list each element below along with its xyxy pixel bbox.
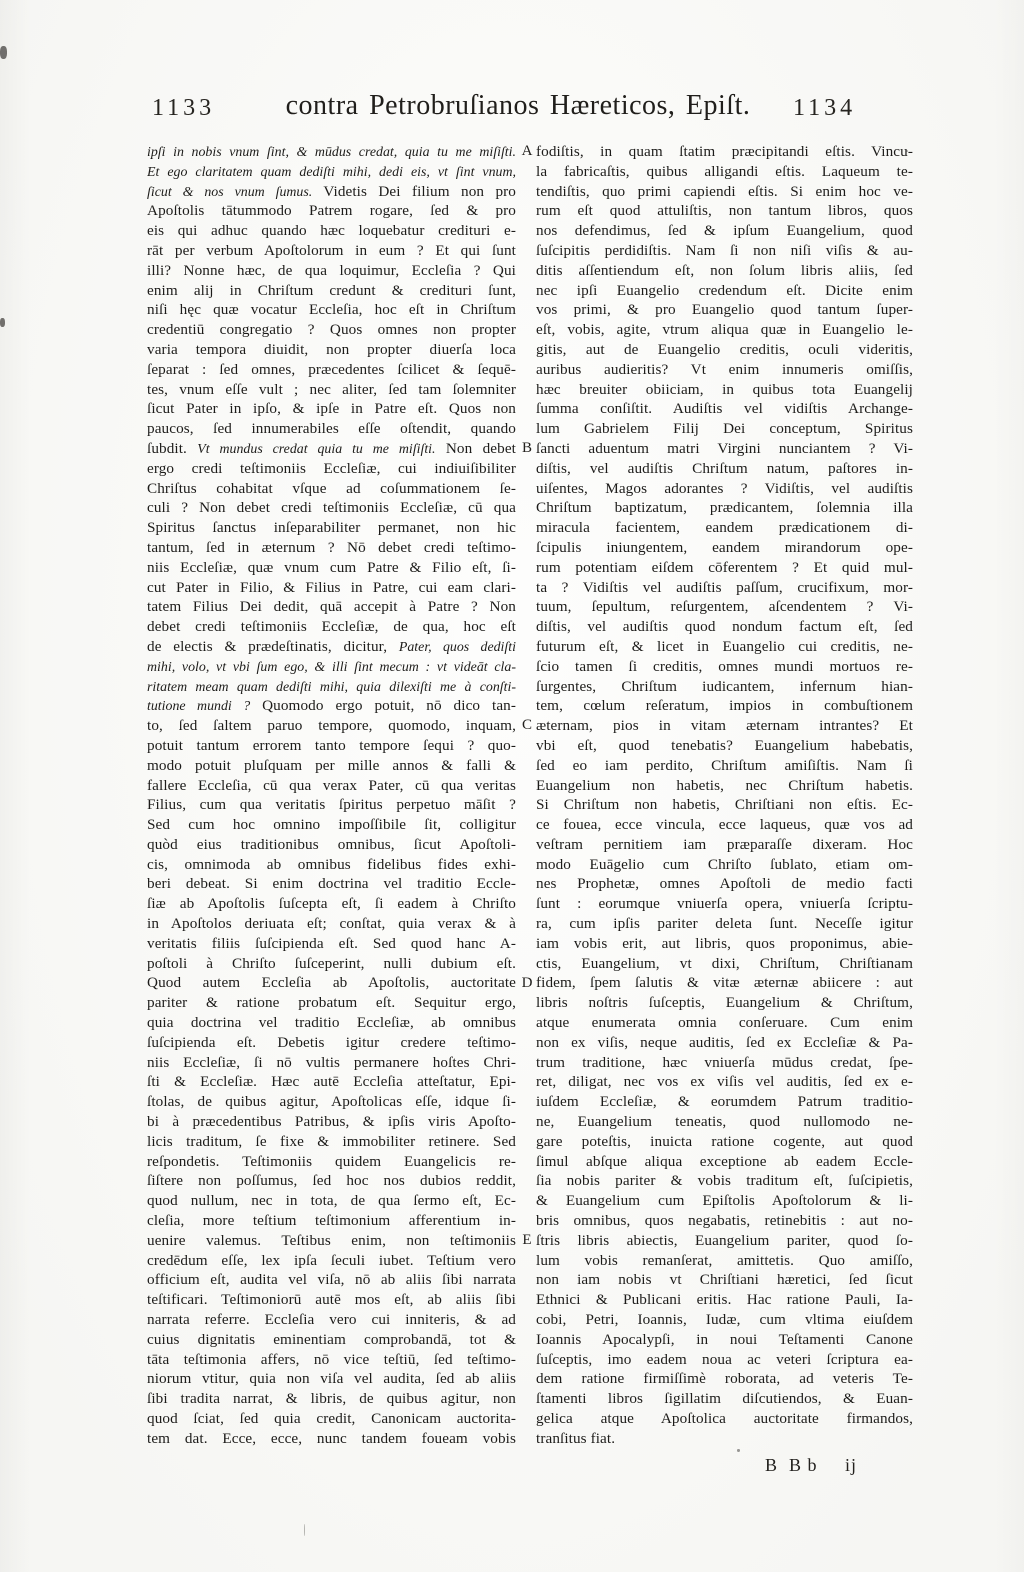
roman-text: de electis & prædeſtinatis, dicitur,	[147, 637, 399, 655]
text-line	[536, 1389, 913, 1409]
roman-text: Quod autem Eccleſia ab Apoſtolis, auctoritate	[147, 974, 516, 992]
roman-text: niis Eccleſiæ, ſi nō vultis permanere hoſtes Chri-	[147, 1053, 516, 1071]
text-line	[147, 1310, 516, 1330]
roman-text: & Euangelium cum Epiſtolis Apoſtolorum & li-	[536, 1192, 913, 1210]
roman-text: miracula facientem, eandem prædicationem di-	[536, 519, 913, 537]
text-line	[536, 993, 913, 1013]
italic-quote: ipſi in nobis vnum ſint, & mūdus credat, quia tu me miſiſti.	[147, 145, 516, 160]
scan-speck	[737, 1449, 740, 1452]
text-line	[536, 399, 913, 419]
roman-text: la fabricaſtis, quibus alligandi eſtis. Laqueum te-	[536, 162, 913, 180]
italic-quote: mihi, volo, vt vbi ſum ego, & illi ſint mecum : vt videāt cla-	[147, 659, 516, 675]
text-line	[536, 558, 913, 578]
text-line	[536, 815, 913, 835]
roman-text: tuum, ſepultum, reſurgentem, aſcendentem ? Vi-	[536, 598, 913, 616]
text-line	[536, 835, 913, 855]
roman-text: ret, diligat, nec vos ex viſis vel auditis, ſed ex e-	[536, 1073, 913, 1091]
italic-quote: Vt mundus credat quia tu me miſiſti.	[197, 441, 436, 457]
roman-text: licis traditum, ſe fixe & immobiliter retinere. Sed	[147, 1132, 516, 1150]
text-line	[147, 1152, 516, 1172]
text-line	[147, 281, 516, 301]
roman-text: eſt, vobis, agite, vtrum aliqua quæ in Euangelio le-	[536, 321, 913, 339]
text-line	[536, 1251, 913, 1271]
roman-text: tes, vnum eſſe vult ; nec aliter, ſed tam ſolemniter	[147, 380, 516, 398]
roman-text: ce fouea, ecce vincula, ecce laqueus, quæ vos ad	[536, 816, 913, 834]
text-line	[536, 1152, 913, 1172]
roman-text: to, ſed ſaltem paruo tempore, quomodo, inquam,	[147, 717, 516, 735]
text-line	[536, 320, 913, 340]
roman-text: diſtis, vel audiſtis quod nondum factum eſt, ſed	[536, 618, 913, 636]
text-line	[147, 1132, 516, 1152]
roman-text: trum traditione, hæc vniuerſa mūdus credat, ſpe-	[536, 1053, 913, 1071]
text-line	[536, 419, 913, 439]
text-line	[536, 201, 913, 221]
roman-text: poſtoli à Chriſto ſuſceperint, nulli dubium eſt.	[147, 954, 516, 972]
roman-text: cobi, Petri, Ioannis, Iudæ, cum vltima eiuſdem	[536, 1311, 913, 1329]
text-line	[536, 261, 913, 281]
text-line	[536, 597, 913, 617]
roman-text: quòd eius traditionibus omnibus, ſicut Apoſtoli-	[147, 835, 516, 853]
text-line	[147, 538, 516, 558]
roman-text: uiſentes, Magos adorantes ? Vidiſtis, vel audiſtis	[536, 479, 913, 497]
text-line	[536, 637, 913, 657]
text-line	[147, 518, 516, 538]
folio-number-left: 1133	[152, 95, 216, 121]
roman-text: potuit tantum errorem tanto tempore ſequi ? quo-	[147, 736, 516, 754]
gutter-letter-E: E	[522, 1232, 532, 1248]
text-line	[536, 1191, 913, 1211]
text-line	[147, 874, 516, 894]
roman-text: Apoſtolis tātummodo Patrem rogare, ſed & pro	[147, 202, 516, 220]
text-line	[147, 597, 516, 617]
text-line	[147, 1112, 516, 1132]
text-line	[147, 1211, 516, 1231]
text-line	[536, 1330, 913, 1350]
text-line	[147, 617, 516, 637]
text-line	[536, 954, 913, 974]
roman-text: Filius, cum qua veritatis ſpiritus perpetuo māſit ?	[147, 796, 516, 814]
column-left	[147, 142, 516, 1449]
roman-text: vos primi, & pro Euangelio quod tantum ſuper-	[536, 301, 913, 319]
text-line	[536, 1350, 913, 1370]
text-line	[147, 835, 516, 855]
roman-text: tatem Filius Dei dedit, quā accepit à Patre ? Non	[147, 598, 516, 616]
roman-text: dem ratione firmiſſimè roborata, ad veteris Te-	[536, 1370, 913, 1388]
roman-text: debet credi teſtimoniis Eccleſiæ, de qua, hoc eſt	[147, 618, 516, 636]
italic-quote: Et ego claritatem quam dediſti mihi, dedi eis, vt ſint vnum,	[147, 164, 516, 180]
text-line	[147, 1013, 516, 1033]
text-line	[536, 1013, 913, 1033]
roman-text: rāt per verbum Apoſtolorum in eum ? Et qui ſunt	[147, 241, 516, 259]
roman-text: credēdum eſſe, lex ipſa ſeculi iubet. Teſtium vero	[147, 1251, 516, 1269]
text-line	[536, 498, 913, 518]
text-line	[536, 221, 913, 241]
text-line	[147, 776, 516, 796]
roman-text: non ex viſis, neque auditis, ſed ex Eccleſiæ & Pa-	[536, 1033, 913, 1051]
text-line	[536, 1290, 913, 1310]
text-line	[536, 1409, 913, 1429]
italic-quote: tutione mundi ?	[147, 699, 251, 715]
roman-text: vbi eſt, quod tenebatis? Euangelium habebatis,	[536, 736, 913, 754]
text-line	[536, 795, 913, 815]
roman-text: hæc breuiter obiiciam, in quibus tota Euangelij	[536, 380, 913, 398]
text-line	[147, 716, 516, 736]
scan-speck	[0, 46, 7, 59]
roman-text: ergo credi teſtimoniis Eccleſiæ, cui indiuiſibiliter	[147, 459, 516, 477]
roman-text: varia tempora diuidit, non propter diuerſa loca	[147, 340, 516, 358]
italic-quote: ſicut & nos vnum ſumus.	[147, 184, 313, 200]
roman-text: ſuſceptis, imo eadem noua ac veteri ſcriptura ea-	[536, 1350, 913, 1368]
roman-text: lum Gabrielem Filij Dei conceptum, Spiritus	[536, 420, 913, 438]
roman-text: eis qui adhuc quando hæc loquebatur credituri e-	[147, 222, 516, 240]
roman-text: ta ? Vidiſtis vel audiſtis paſſum, crucifixum, mor-	[536, 578, 913, 596]
text-line	[147, 439, 516, 459]
text-line	[536, 973, 913, 993]
roman-text: auribus audieritis? Vt enim innumeris omiſſis,	[536, 360, 913, 378]
gutter-letter-A: A	[521, 143, 533, 159]
roman-text: ſuſcipienda eſt. Debetis igitur credere teſtimo-	[147, 1033, 516, 1051]
roman-text: pariter & ratione probatum eſt. Sequitur ergo,	[147, 994, 516, 1012]
roman-text: illi? Nonne hæc, de qua loquimur, Eccleſia ? Qui	[147, 261, 516, 279]
text-line	[147, 1429, 516, 1449]
text-line	[536, 736, 913, 756]
roman-text: ſuſcipitis perdidiſtis. Nam ſi non niſi viſis & au-	[536, 241, 913, 259]
roman-text: ſurgentes, Chriſtum iudicantem, infernum hian-	[536, 677, 913, 695]
text-line	[536, 182, 913, 202]
text-line	[536, 479, 913, 499]
text-line	[536, 855, 913, 875]
roman-text: ſibi tradita narrat, & libris, de quibus agitur, non	[147, 1390, 516, 1408]
roman-text: in Apoſtolos deriuata eſt; conſtat, quia verax & à	[147, 915, 516, 933]
text-line	[147, 498, 516, 518]
text-line	[147, 1053, 516, 1073]
text-line	[147, 855, 516, 875]
text-line	[536, 894, 913, 914]
roman-text: ſtolas, de quibus agitur, Apoſtolicas eſſe, idque ſi-	[147, 1093, 516, 1111]
text-line	[536, 360, 913, 380]
italic-quote: Pater, quos dediſti	[398, 639, 516, 655]
text-line	[536, 1231, 913, 1251]
roman-text: ſumma conſiſtit. Audiſtis vel vidiſtis Archange-	[536, 400, 913, 418]
text-line	[536, 756, 913, 776]
text-line	[536, 1270, 913, 1290]
roman-text: modo Euāgelio cum Chriſto ſublato, etiam om-	[536, 855, 913, 873]
text-line	[536, 380, 913, 400]
roman-text: ſcio tamen ſi creditis, omnes mundi mortuos re-	[536, 657, 913, 675]
text-line	[147, 201, 516, 221]
roman-text: tem, cœlum reſeratum, impios in combuſtionem	[536, 697, 913, 715]
gutter-letter-C: C	[521, 717, 532, 734]
roman-text: tem dat. Ecce, ecce, nunc tandem foueam vobis	[147, 1429, 516, 1447]
roman-text: Si Chriſtum non habetis, Chriſtiani non eſtis. Ec-	[536, 796, 913, 814]
text-line	[536, 300, 913, 320]
text-line	[147, 419, 516, 439]
roman-text: quod ſciat, ſed quia credit, Canonicam auctorita-	[147, 1410, 516, 1427]
text-line	[536, 1369, 913, 1389]
roman-text: reſpondetis. Teſtimoniis quidem Euangelicis re-	[147, 1152, 516, 1170]
roman-text: fidem, ſpem ſalutis & vitæ æternæ abiicere : aut	[536, 974, 913, 992]
text-line	[536, 1053, 913, 1073]
roman-text: nos defendimus, ſed & ipſum Euangelium, quod	[536, 222, 913, 240]
scan-speck	[0, 318, 5, 327]
text-line	[147, 459, 516, 479]
text-line	[536, 1132, 913, 1152]
roman-text: narrata referre. Eccleſia vero cui inniteris, & ad	[147, 1311, 516, 1329]
text-line	[147, 1092, 516, 1112]
roman-text: culi ? Non debet credi teſtimoniis Eccleſiæ, cū qua	[147, 499, 516, 517]
roman-text: ſancti aduentum matri Virgini nunciantem ? Vi-	[536, 439, 913, 457]
roman-text: ſti & Eccleſiæ. Hæc autē Eccleſia atteſtatur, Epi-	[147, 1073, 516, 1091]
text-line	[536, 1310, 913, 1330]
text-line	[147, 399, 516, 419]
roman-text: tranſitus fiat.	[536, 1429, 616, 1447]
text-line	[147, 142, 516, 162]
text-line	[536, 439, 913, 459]
text-line	[147, 1389, 516, 1409]
text-line	[147, 1409, 516, 1429]
text-line	[147, 1191, 516, 1211]
roman-text: cut Pater in Filio, & Filius in Patre, cui eam clari-	[147, 578, 516, 596]
text-line	[536, 1072, 913, 1092]
text-line	[536, 162, 913, 182]
roman-text: Chriſtus cohabitat vſque ad coſummationem ſe-	[147, 479, 516, 497]
roman-text: cuius dignitatis eminentiam comprobandā, tot &	[147, 1330, 516, 1348]
roman-text: ſia nobis pariter & vobis traditum eſt, ſuſcipietis,	[536, 1172, 913, 1190]
roman-text: diſtis, vel audiſtis Chriſtum natum, paſtores in-	[536, 459, 913, 477]
text-line	[536, 241, 913, 261]
roman-text: cis, omnimoda ab omnibus fidelibus fides exhi-	[147, 855, 516, 873]
roman-text: uenire valemus. Teſtibus enim, non teſtimoniis	[147, 1231, 516, 1249]
text-line	[536, 657, 913, 677]
roman-text: atque enumerata omnia conſeruare. Cum enim	[536, 1014, 913, 1032]
text-line	[147, 320, 516, 340]
roman-text: gelica atque Apoſtolica auctoritate firmandos,	[536, 1410, 913, 1427]
text-line	[147, 1251, 516, 1271]
text-line	[147, 261, 516, 281]
roman-text: fallere Eccleſia, cū qua verax Pater, cū qua veritas	[147, 776, 516, 794]
text-line	[147, 954, 516, 974]
text-line	[147, 558, 516, 578]
roman-text: gitis, aut de Euangelio creditis, oculi videritis,	[536, 340, 913, 358]
roman-text: Euangelium non habetis, nec Chriſtum habetis.	[536, 776, 913, 794]
roman-text: bris omnibus, quos negabatis, retinebitis : aut no-	[536, 1212, 913, 1230]
text-line	[147, 894, 516, 914]
text-line	[147, 914, 516, 934]
text-line	[536, 1211, 913, 1231]
text-line	[536, 696, 913, 716]
folio-number-right: 1134	[793, 95, 857, 121]
text-line	[147, 677, 516, 697]
roman-text: cleſia, more teſtium teſtimonium afferentium in-	[147, 1212, 516, 1230]
roman-text: tāta teſtimonia affers, nō vice teſtiū, ſed teſtimo-	[147, 1350, 516, 1368]
roman-text: niſi hęc quæ vocatur Eccleſia, hoc eſt in Chriſtum	[147, 301, 516, 319]
text-line	[147, 1171, 516, 1191]
italic-quote: ritatem meam quam dediſti mihi, quia dilexiſti me à conſti-	[147, 679, 516, 695]
scan-speck	[906, 150, 908, 152]
text-line	[536, 716, 913, 736]
roman-text: credentiū congregatio ? Quos omnes non propter	[147, 321, 516, 339]
text-line	[536, 934, 913, 954]
roman-text: rum eſt quod attuliſtis, non tantum libros, quos	[536, 202, 913, 220]
roman-text: Chriſtum baptizatum, prædicantem, ſolemnia illa	[536, 499, 913, 517]
roman-text: officium eſt, audita vel viſa, nō ab aliis ſibi narrata	[147, 1271, 516, 1289]
roman-text: Non debet	[435, 439, 516, 457]
roman-text: tantum, ſed in æternum ? Nō debet credi teſtimo-	[147, 538, 516, 556]
scan-speck	[304, 1524, 305, 1536]
text-line	[147, 1290, 516, 1310]
roman-text: æternam, pios in vitam æternam intrantes? Et	[536, 717, 913, 735]
roman-text: non iam nobis vt Chriſtiani hæretici, ſed ſicut	[536, 1271, 913, 1289]
text-line	[536, 914, 913, 934]
roman-text: Quomodo ergo potuit, nō dico tan-	[250, 697, 516, 715]
text-line	[147, 340, 516, 360]
roman-text: niorum vtitur, quia non viſa vel audita, ſed ab aliis	[147, 1370, 516, 1388]
roman-text: beri debeat. Si enim doctrina vel traditio Eccle-	[147, 875, 516, 893]
roman-text: iuſdem Eccleſiæ, & eorumdem Patrum traditio-	[536, 1093, 913, 1111]
text-line	[147, 657, 516, 677]
text-line	[536, 142, 913, 162]
page-title: contra Petrobruſianos Hæreticos, Epiſt.	[285, 90, 751, 121]
roman-text: veritatis filiis ſuſcipienda eſt. Sed quod hanc A-	[147, 934, 516, 952]
text-line	[536, 281, 913, 301]
text-line	[536, 1429, 913, 1449]
text-line	[536, 538, 913, 558]
text-line	[536, 1112, 913, 1132]
text-line	[536, 677, 913, 697]
text-line	[147, 637, 516, 657]
roman-text: ſeparat : ſed omnes, præcedentes ſcilicet & ſequē-	[147, 360, 516, 378]
roman-text: libris noſtris ſuſceptis, Euangelium & Chriſtum,	[536, 994, 913, 1012]
text-line	[147, 360, 516, 380]
roman-text: ſunt : eorumque vniuerſa opera, vniuerſa ſcriptu-	[536, 895, 913, 913]
text-line	[147, 934, 516, 954]
text-line	[536, 518, 913, 538]
roman-text: Videtis Dei filium non pro	[312, 182, 516, 200]
roman-text: ſiæ ab Apoſtolis ſuſcepta eſt, ſi eadem à Chriſto	[147, 895, 516, 913]
text-line	[147, 1350, 516, 1370]
roman-text: ſcipulis iniungentem, eandem mirandorum ope-	[536, 538, 913, 556]
text-line	[536, 459, 913, 479]
text-line	[147, 736, 516, 756]
text-line	[536, 1033, 913, 1053]
roman-text: ra, cum ipſis pariter deleta ſunt. Neceſſe igitur	[536, 915, 913, 933]
signature-mark: B B b ij	[765, 1455, 858, 1475]
text-line	[147, 756, 516, 776]
text-line	[147, 1033, 516, 1053]
text-line	[147, 993, 516, 1013]
text-line	[147, 815, 516, 835]
text-line	[147, 1231, 516, 1251]
roman-text: nes Prophetæ, omnes Apoſtoli de medio facti	[536, 875, 913, 893]
roman-text: rum potentiam eiſdem cōferentem ? Et quid mul-	[536, 558, 913, 576]
text-line	[147, 221, 516, 241]
gutter-letter-D: D	[521, 974, 533, 991]
text-line	[536, 1171, 913, 1191]
roman-text: ſimul abſque aliqua exceptione ab eadem Eccle-	[536, 1152, 913, 1170]
text-line	[147, 795, 516, 815]
roman-text: gare poteſtis, inuicta ratione cogente, aut quod	[536, 1132, 913, 1150]
roman-text: quod nullum, nec in tota, de qua ſermo eſt, Ec-	[147, 1192, 516, 1210]
roman-text: ſiſtere non poſſumus, ſed hoc nos dubios reddit,	[147, 1172, 516, 1190]
column-right	[536, 142, 913, 1449]
roman-text: quia doctrina vel traditio Eccleſiæ, ab omnibus	[147, 1014, 516, 1032]
roman-text: bi à præcedentibus Patribus, & ipſis viris Apoſto-	[147, 1113, 516, 1131]
text-line	[147, 696, 516, 716]
roman-text: modo potuit pluſquam per mille annos & falli &	[147, 756, 516, 774]
text-line	[536, 617, 913, 637]
roman-text: niis Eccleſiæ, quæ vnum cum Patre & Filio eſt, ſi-	[147, 558, 516, 576]
text-line	[147, 241, 516, 261]
roman-text: enim alij in Chriſtum credunt & credituri ſunt,	[147, 281, 516, 299]
roman-text: ſtris libris abiectis, Euangelium pariter, quod ſo-	[536, 1231, 913, 1249]
text-line	[536, 874, 913, 894]
roman-text: Ioannis Apocalypſi, in noui Teſtamenti Canone	[536, 1330, 913, 1348]
roman-text: ſicut Pater in ipſo, & ipſe in Patre eſt. Quos non	[147, 400, 516, 418]
text-line	[147, 162, 516, 182]
roman-text: iam vobis erit, aut libris, quos proponimus, abie-	[536, 934, 913, 952]
gutter-letter-B: B	[521, 440, 532, 456]
roman-text: fodiſtis, in quam ſtatim præcipitandi eſtis. Vincu-	[536, 143, 913, 160]
roman-text: ſed eo iam perdito, Chriſtum amiſiſtis. Nam ſi	[536, 756, 913, 774]
roman-text: ditis aſſentiendum eſt, non ſolum libris aliis, ſed	[536, 261, 913, 279]
text-line	[147, 1072, 516, 1092]
roman-text: lum vobis remanſerat, amittetis. Quo amiſſo,	[536, 1251, 913, 1269]
text-line	[536, 340, 913, 360]
roman-text: teſtificari. Teſtimoniorū autē mos eſt, ab aliis ſibi	[147, 1291, 516, 1309]
text-line	[147, 1330, 516, 1350]
text-line	[147, 479, 516, 499]
roman-text: ſubdit.	[147, 439, 198, 457]
text-line	[147, 300, 516, 320]
roman-text: ſtamenti libros ſigillatim diſcutiendos, & Euan-	[536, 1390, 913, 1408]
text-line	[147, 380, 516, 400]
roman-text: nec ipſi Euangelio credendum eſt. Dicite enim	[536, 281, 913, 299]
roman-text: Sed cum hoc omnino impoſſibile ſit, colligitur	[147, 816, 516, 834]
roman-text: paucos, ſed innumerabiles eſſe oſtendit, quando	[147, 420, 516, 438]
roman-text: ne, Euangelium teneatis, quod nullomodo ne-	[536, 1113, 913, 1131]
roman-text: futurum eſt, & licet in Euangelio cui creditis, ne-	[536, 637, 913, 655]
text-line	[147, 182, 516, 202]
roman-text: veſtram pernitiem iam præparaſſe dixeram. Hoc	[536, 835, 913, 853]
text-line	[536, 578, 913, 598]
text-line	[147, 578, 516, 598]
text-line	[147, 1270, 516, 1290]
roman-text: tendiſtis, quo primi capiendi eſtis. Si enim hoc ve-	[536, 182, 913, 200]
roman-text: Spiritus ſanctus inſeparabiliter permanet, non hic	[147, 519, 516, 537]
text-line	[536, 776, 913, 796]
text-line	[147, 973, 516, 993]
text-line	[147, 1369, 516, 1389]
text-line	[536, 1092, 913, 1112]
roman-text: ctis, Euangelium, vt dixi, Chriſtum, Chriſtianam	[536, 954, 913, 972]
roman-text: Ethnici & Publicani eritis. Hac ratione Pauli, Ia-	[536, 1291, 913, 1309]
